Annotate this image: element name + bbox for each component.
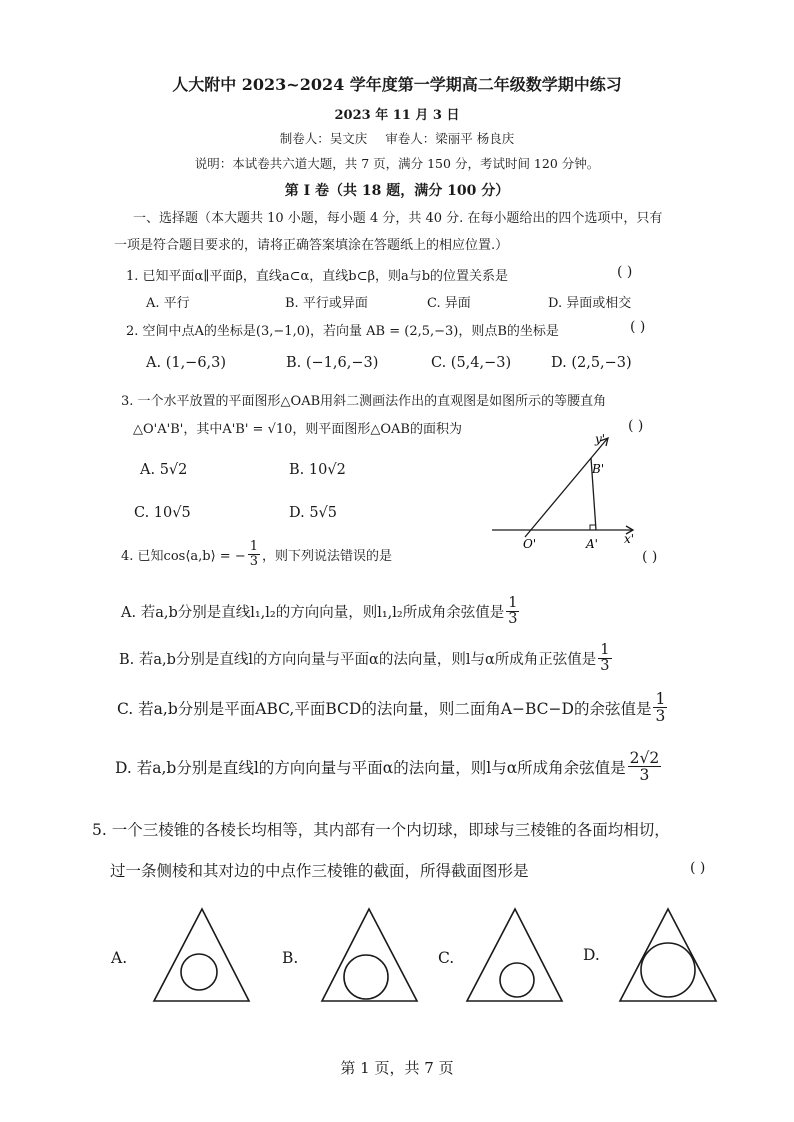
q1-option-a: A. 平行 — [146, 296, 190, 311]
triangle-shape — [620, 909, 716, 1001]
q1-stem: 1. 已知平面α∥平面β，直线a⊂α，直线b⊂β，则a与b的位置关系是 — [126, 269, 509, 284]
q2-option-c: C. (5,4,−3) — [431, 355, 512, 371]
label-origin: O' — [523, 537, 537, 551]
exam-title: 人大附中 2023~2024 学年度第一学期高二年级数学期中练习 — [172, 75, 622, 94]
q4-option-a-fraction — [506, 596, 519, 627]
q3-answer-paren: ( ) — [628, 418, 644, 434]
q4-option-b-text: B. 若a,b分别是直线l的方向向量与平面α的法向量，则l与α所成角正弦值是 — [119, 652, 597, 669]
triangle-shape — [154, 909, 249, 1001]
q4-option-a-num: 1 — [508, 595, 518, 611]
q5-option-a-figure — [150, 905, 255, 1005]
reviewer: 审卷人：梁丽平 杨良庆 — [385, 131, 515, 146]
q4-option-c-text: C. 若a,b分别是平面ABC,平面BCD的法向量，则二面角A−BC−D的余弦值是 — [117, 699, 652, 718]
q2-option-b: B. (−1,6,−3) — [286, 355, 379, 371]
q4-option-d-text: D. 若a,b分别是直线l的方向向量与平面α的法向量，则l与α所成角余弦值是 — [115, 758, 626, 777]
q1-answer-paren: ( ) — [617, 264, 633, 280]
q1-option-d: D. 异面或相交 — [548, 296, 632, 311]
exam-date: 2023 年 11 月 3 日 — [334, 108, 460, 123]
q4-option-d-fraction — [628, 750, 662, 784]
q4-option-d-den: 3 — [639, 766, 650, 785]
q4-option-b — [119, 643, 614, 674]
label-y-axis: y' — [595, 432, 606, 446]
q4-option-a-den: 3 — [508, 611, 518, 628]
circle-shape — [181, 954, 217, 990]
triangle-shape — [467, 909, 562, 1001]
q3-option-c: C. 10√5 — [134, 505, 191, 521]
q4-stem-fraction-num: 1 — [249, 539, 258, 554]
q2-option-a: A. (1,−6,3) — [146, 355, 227, 371]
q3-option-d: D. 5√5 — [289, 505, 338, 521]
q2-stem: 2. 空间中点A的坐标是(3,−1,0)，若向量 AB = (2,5,−3)，则点B的坐标是 — [126, 324, 559, 339]
q5-option-d-figure — [616, 905, 721, 1005]
q3-stem-line1: 3. 一个水平放置的平面图形△OAB用斜二测画法作出的直观图是如图所示的等腰直角 — [121, 394, 607, 409]
q5-option-c-figure — [462, 905, 567, 1005]
q4-answer-paren: ( ) — [642, 549, 658, 565]
exam-authors — [0, 129, 794, 147]
q4-stem — [121, 540, 392, 568]
q4-option-c-num: 1 — [655, 690, 666, 708]
q4-option-c-fraction — [653, 691, 667, 725]
q4-option-b-den: 3 — [600, 658, 610, 675]
label-point-b: B' — [592, 462, 605, 476]
q2-answer-paren: ( ) — [630, 319, 646, 335]
q1-option-c: C. 异面 — [427, 296, 471, 311]
q4-option-c — [117, 691, 669, 725]
q4-option-d — [115, 750, 663, 784]
q4-option-c-den: 3 — [655, 707, 666, 726]
section-intro-line2: 一项是符合题目要求的，请将正确答案填涂在答题纸上的相应位置.） — [114, 238, 509, 253]
q4-option-d-num: 2√2 — [629, 749, 660, 767]
label-x-axis: x' — [624, 532, 635, 546]
q4-stem-fraction — [248, 540, 260, 568]
q4-option-a-text: A. 若a,b分别是直线l₁,l₂的方向向量，则l₁,l₂所成角余弦值是 — [121, 605, 505, 622]
q5-stem-line2: 过一条侧棱和其对边的中点作三棱锥的截面，所得截面图形是 — [110, 862, 529, 880]
q4-stem-pre: 4. 已知cos⟨a,b⟩ = − — [121, 548, 246, 564]
q5-answer-paren: ( ) — [690, 860, 706, 876]
q5-stem-line1: 5. 一个三棱锥的各棱长均相等，其内部有一个内切球，即球与三棱锥的各面均相切， — [92, 821, 670, 839]
page-footer: 第 1 页，共 7 页 — [340, 1059, 454, 1077]
q5-option-d-label: D. — [583, 946, 600, 964]
circle-shape — [641, 943, 695, 997]
exam-description: 说明：本试卷共六道大题，共 7 页，满分 150 分，考试时间 120 分钟。 — [194, 156, 600, 171]
section-title: 第 I 卷（共 18 题，满分 100 分） — [284, 183, 510, 199]
q2-option-d: D. (2,5,−3) — [551, 355, 632, 371]
q4-option-b-fraction — [598, 643, 611, 674]
circle-shape — [344, 955, 388, 999]
q4-option-a — [121, 596, 521, 627]
circle-shape — [500, 963, 534, 997]
q3-option-a: A. 5√2 — [140, 462, 188, 478]
q5-option-c-label: C. — [438, 949, 455, 967]
q4-option-b-num: 1 — [600, 642, 610, 658]
y-axis-line — [525, 439, 607, 537]
maker: 制卷人：吴文庆 — [279, 131, 368, 146]
q3-figure — [480, 425, 650, 555]
q4-stem-fraction-den: 3 — [249, 553, 258, 569]
q4-stem-post: ，则下列说法错误的是 — [262, 548, 393, 564]
q5-option-b-figure — [318, 905, 423, 1005]
q5-option-a-label: A. — [111, 949, 128, 967]
section-intro-line1: 一、选择题（本大题共 10 小题，每小题 4 分，共 40 分. 在每小题给出的四个选项中，只有 — [133, 211, 663, 226]
q3-stem-line2: △O'A'B'，其中A'B' = √10，则平面图形△OAB的面积为 — [133, 422, 462, 437]
q5-option-b-label: B. — [282, 949, 299, 967]
label-point-a: A' — [586, 537, 598, 551]
q3-option-b: B. 10√2 — [289, 462, 346, 478]
q1-option-b: B. 平行或异面 — [285, 296, 368, 311]
